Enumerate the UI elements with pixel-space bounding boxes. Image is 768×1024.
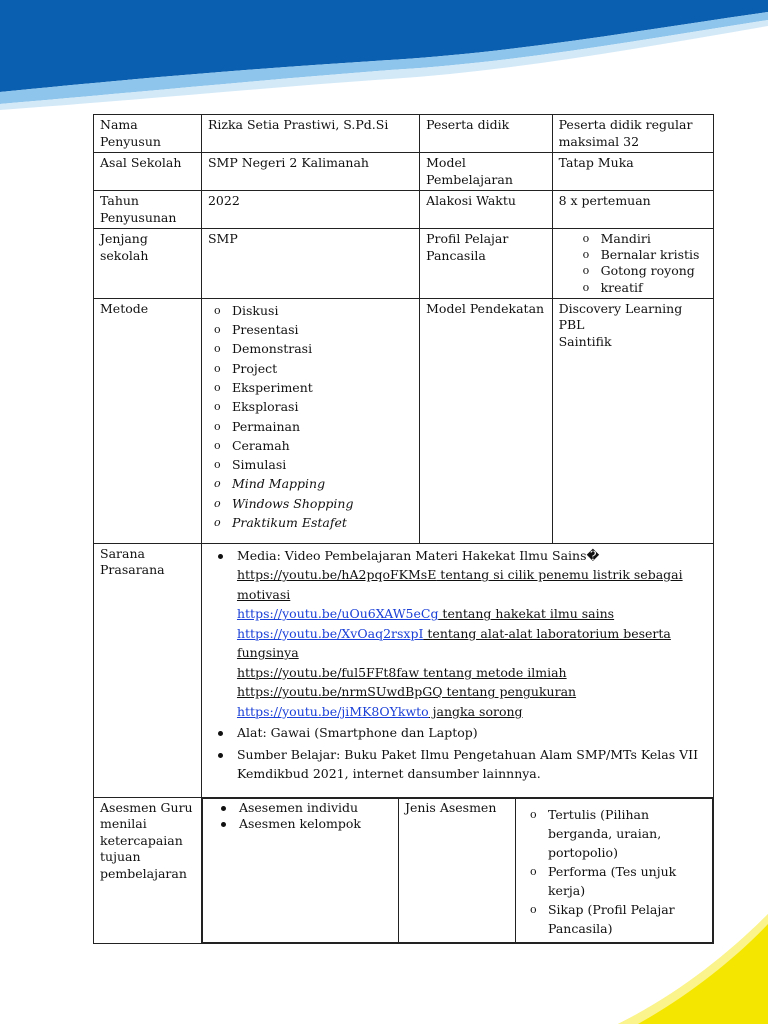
- profil-list: [559, 231, 707, 296]
- jenis-asesmen-list: [522, 805, 706, 938]
- value-peserta-didik: Peserta didik regular maksimal 32: [552, 115, 713, 153]
- label-profil-pelajar: Profil Pelajar Pancasila: [420, 229, 552, 299]
- value-jenjang-sekolah: SMP: [201, 229, 419, 299]
- video-link-desc: jangka sorong: [428, 703, 523, 719]
- value-tahun-penyusunan: 2022: [201, 191, 419, 229]
- jenis-asesmen-cell: [515, 798, 712, 942]
- asesmen-type-cell: [202, 798, 398, 942]
- list-item: o Windows Shopping: [212, 494, 413, 513]
- metode-list: [208, 301, 413, 533]
- video-link-1[interactable]: https://youtu.be/hA2pqoFKMsE: [236, 567, 437, 583]
- label-asesmen: Asesmen Guru menilai ketercapaian tujuan pembelajaran: [94, 797, 202, 943]
- list-item: o Permainan: [212, 417, 413, 436]
- row-asesmen: [94, 797, 714, 943]
- row-tahun: [94, 191, 714, 229]
- header-wave-decoration: [0, 0, 768, 120]
- module-info-table: [93, 114, 714, 944]
- list-item: o Mind Mapping: [212, 474, 413, 493]
- value-alokasi-waktu: 8 x pertemuan: [552, 191, 713, 229]
- label-alokasi-waktu: Alakosi Waktu: [420, 191, 552, 229]
- row-sarana: [94, 543, 714, 797]
- list-item: [214, 546, 707, 722]
- list-item: o Ceramah: [212, 436, 413, 455]
- asesmen-inner-table: [202, 798, 713, 943]
- list-item: o Demonstrasi: [212, 339, 413, 358]
- list-item: o Eksperiment: [212, 378, 413, 397]
- value-model-pembelajaran: Tatap Muka: [552, 153, 713, 191]
- pendekatan-item: Saintifik: [558, 333, 612, 349]
- video-link-desc: tentang pengukuran: [442, 684, 577, 700]
- video-link-5[interactable]: https://youtu.be/nrmSUwdBpGQ: [236, 684, 443, 700]
- list-item: Asesmen kelompok: [213, 816, 392, 832]
- row-penyusun: [94, 115, 714, 153]
- label-tahun-penyusunan: Tahun Penyusunan: [94, 191, 202, 229]
- metode-list-cell: [201, 298, 419, 543]
- asesmen-cell: [201, 797, 713, 943]
- pendekatan-item: Discovery Learning: [558, 300, 683, 316]
- list-item: o Bernalar kristis: [581, 247, 707, 263]
- list-item: o Eksplorasi: [212, 397, 413, 416]
- label-peserta-didik: Peserta didik: [420, 115, 552, 153]
- video-link-4[interactable]: https://youtu.be/ful5FFt8faw: [236, 664, 420, 680]
- video-link-desc: tentang hakekat ilmu sains: [438, 606, 615, 622]
- label-sarana-prasarana: Sarana Prasarana: [94, 543, 202, 797]
- row-metode: [94, 298, 714, 543]
- pendekatan-cell: [552, 298, 713, 543]
- pendekatan-item: PBL: [558, 317, 585, 333]
- video-link-desc: tentang alat-alat laboratorium beserta fungsinya: [236, 625, 671, 661]
- list-item: o Mandiri: [581, 231, 707, 247]
- video-link-row: [237, 565, 707, 604]
- list-item: o Presentasi: [212, 320, 413, 339]
- value-asal-sekolah: SMP Negeri 2 Kalimanah: [201, 153, 419, 191]
- video-link-row: [237, 702, 707, 722]
- list-item: Alat: Gawai (Smartphone dan Laptop): [214, 723, 707, 743]
- video-link-row: [237, 624, 707, 663]
- video-link-desc: tentang metode ilmiah: [419, 664, 567, 680]
- video-link-3[interactable]: https://youtu.be/XvOaq2rsxpI: [236, 625, 424, 641]
- list-item: o Diskusi: [212, 301, 413, 320]
- video-link-row: [237, 604, 707, 624]
- video-link-row: [237, 663, 707, 683]
- label-jenis-asesmen: Jenis Asesmen: [398, 798, 515, 942]
- list-item: o Praktikum Estafet: [212, 513, 413, 532]
- sarana-cell: [201, 543, 713, 797]
- list-item: o Simulasi: [212, 455, 413, 474]
- asesmen-list: [209, 800, 392, 832]
- label-nama-penyusun: Nama Penyusun: [94, 115, 202, 153]
- list-item: o Tertulis (Pilihan berganda, uraian, portopolio): [528, 805, 706, 862]
- row-jenjang: [94, 229, 714, 299]
- label-metode: Metode: [94, 298, 202, 543]
- value-nama-penyusun: Rizka Setia Prastiwi, S.Pd.Si: [201, 115, 419, 153]
- list-item: Asesemen individu: [213, 800, 392, 816]
- list-item: o Project: [212, 359, 413, 378]
- list-item: o Gotong royong: [581, 263, 707, 279]
- video-link-2[interactable]: https://youtu.be/uOu6XAW5eCg: [236, 606, 439, 622]
- label-jenjang-sekolah: Jenjang sekolah: [94, 229, 202, 299]
- label-model-pendekatan: Model Pendekatan: [420, 298, 552, 543]
- video-link-desc: tentang si cilik penemu listrik sebagai motivasi: [236, 567, 683, 602]
- list-item: o Sikap (Profil Pelajar Pancasila): [528, 900, 706, 938]
- list-item: Sumber Belajar: Buku Paket Ilmu Pengetahuan Alam SMP/MTs Kelas VII Kemdikbud 2021, internet dansumber lainnnya.: [214, 745, 707, 784]
- sarana-list: [208, 546, 707, 784]
- label-asal-sekolah: Asal Sekolah: [94, 153, 202, 191]
- list-item: o kreatif: [581, 280, 707, 296]
- profil-list-cell: [552, 229, 713, 299]
- video-link-row: [237, 682, 707, 702]
- label-model-pembelajaran: Model Pembelajaran: [420, 153, 552, 191]
- list-item: o Performa (Tes unjuk kerja): [528, 862, 706, 900]
- video-link-6[interactable]: https://youtu.be/jiMK8OYkwto: [236, 703, 429, 719]
- media-title: Media: Video Pembelajaran Materi Hakekat Ilmu Sains�: [236, 547, 600, 563]
- row-asal-sekolah: [94, 153, 714, 191]
